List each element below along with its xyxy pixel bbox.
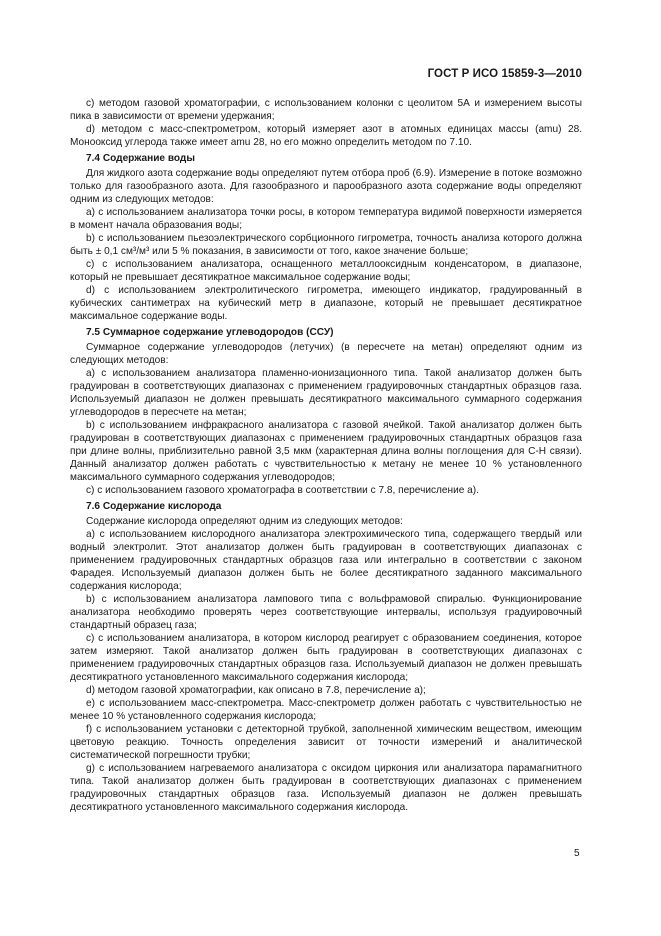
page-number: 5 [574,848,580,859]
section-heading-7-4: 7.4 Содержание воды [86,153,195,164]
paragraph: d) методом с масс-спектрометром, который измеряет азот в атомных единицах массы (amu) 28. Монооксид углерода также имеет amu 28, но его можно определить методом по 7.10. [70,124,582,148]
paragraph: Содержание кислорода определяют одним из следующих методов: [86,516,403,527]
list-item: f) с использованием установки с детекторной трубкой, заполненной химическим веществом, имеющим цветовую реакцию. Точность определения зависит от точности измерений и аналитической систематической погрешности трубки; [70,724,582,761]
list-item: a) с использованием анализатора точки росы, в котором температура видимой поверхности измеряется в момент начала образования воды; [70,207,582,231]
section-heading-7-6: 7.6 Содержание кислорода [86,501,222,512]
list-item: d) с использованием электролитического гигрометра, имеющего индикатор, градуированный в кубических сантиметрах на кубический метр в диапазоне, который не превышает десятикратное максимальное содержание воды. [70,285,582,322]
section-heading-7-5: 7.5 Суммарное содержание углеводородов (ССУ) [86,327,334,338]
list-item: c) с использованием газового хроматографа в соответствии с 7.8, перечисление а). [86,485,479,496]
list-item: e) с использованием масс-спектрометра. Масс-спектрометр должен работать с чувствительностью не менее 10 % установленного содержания кислорода; [70,698,582,722]
document-header: ГОСТ Р ИСО 15859-3—2010 [427,68,582,80]
list-item: c) с использованием анализатора, в котором кислород реагирует с образованием соединения, которое затем измеряют. Такой анализатор должен быть градуирован в соответствующих диапазонах с применением градуировочных стандартных образцов газа. Используемый диапазон не должен превышать десятикратного установленного максимального содержания кислорода; [70,633,582,683]
paragraph: Суммарное содержание углеводородов (летучих) (в пересчете на метан) определяют одним из следующих методов: [70,342,582,366]
paragraph: c) методом газовой хроматографии, с использованием колонки с цеолитом 5А и измерением высоты пика в зависимости от времени удержания; [70,98,582,122]
list-item: g) с использованием нагреваемого анализатора с оксидом циркония или анализатора парамагнитного типа. Такой анализатор должен быть градуирован в соответствующих диапазонах с применением градуировочных стандартных образцов газа. Используемый диапазон не должен превышать десятикратного установленного максимального содержания кислорода. [70,763,582,813]
paragraph: Для жидкого азота содержание воды определяют путем отбора проб (6.9). Измерение в потоке возможно только для газообразного азота. Для газообразного и парообразного азота содержание воды определяют одним из следующих методов: [70,168,582,205]
document-body [70,97,582,814]
list-item: c) с использованием анализатора, оснащенного металлооксидным конденсатором, в диапазоне, который не превышает десятикратное максимальное содержание воды; [70,259,582,283]
list-item: d) методом газовой хроматографии, как описано в 7.8, перечисление а); [86,685,426,696]
list-item: b) с использованием инфракрасного анализатора с газовой ячейкой. Такой анализатор должен быть градуирован в соответствующих диапазонах с применением градуировочных стандартных образцов газа при длине волны, приблизительно равной 3,5 мкм (характерная длина волны поглощения для С-Н связи). Данный анализатор должен работать с чувствительностью к метану не менее 10 % установленного максимального суммарного содержания углеводородов; [70,420,582,483]
list-item: a) с использованием анализатора пламенно-ионизационного типа. Такой анализатор должен быть градуирован в соответствующих диапазонах с применением градуировочных стандартных образцов газа. Используемый диапазон не должен превышать десятикратного максимального суммарного содержания углеводородов в пересчете на метан; [70,368,582,418]
list-item: b) с использованием пьезоэлектрического сорбционного гигрометра, точность анализа которого должна быть ± 0,1 см³/м³ или 5 % показания, в зависимости от того, какое значение больше; [70,233,582,257]
list-item: b) с использованием анализатора лампового типа с вольфрамовой спиралью. Функционирование анализатора необходимо проверять через соответствующие интервалы, используя градуировочный стандартный образец газа; [70,594,582,631]
list-item: a) с использованием кислородного анализатора электрохимического типа, содержащего твердый или водный электролит. Этот анализатор должен быть градуирован в соответствующих диапазонах с применением градуировочных стандартных образцов газа или интегрально в соответствии с законом Фарадея. Используемый диапазон должен быть не более десятикратного заданного максимального содержания кислорода; [70,529,582,592]
